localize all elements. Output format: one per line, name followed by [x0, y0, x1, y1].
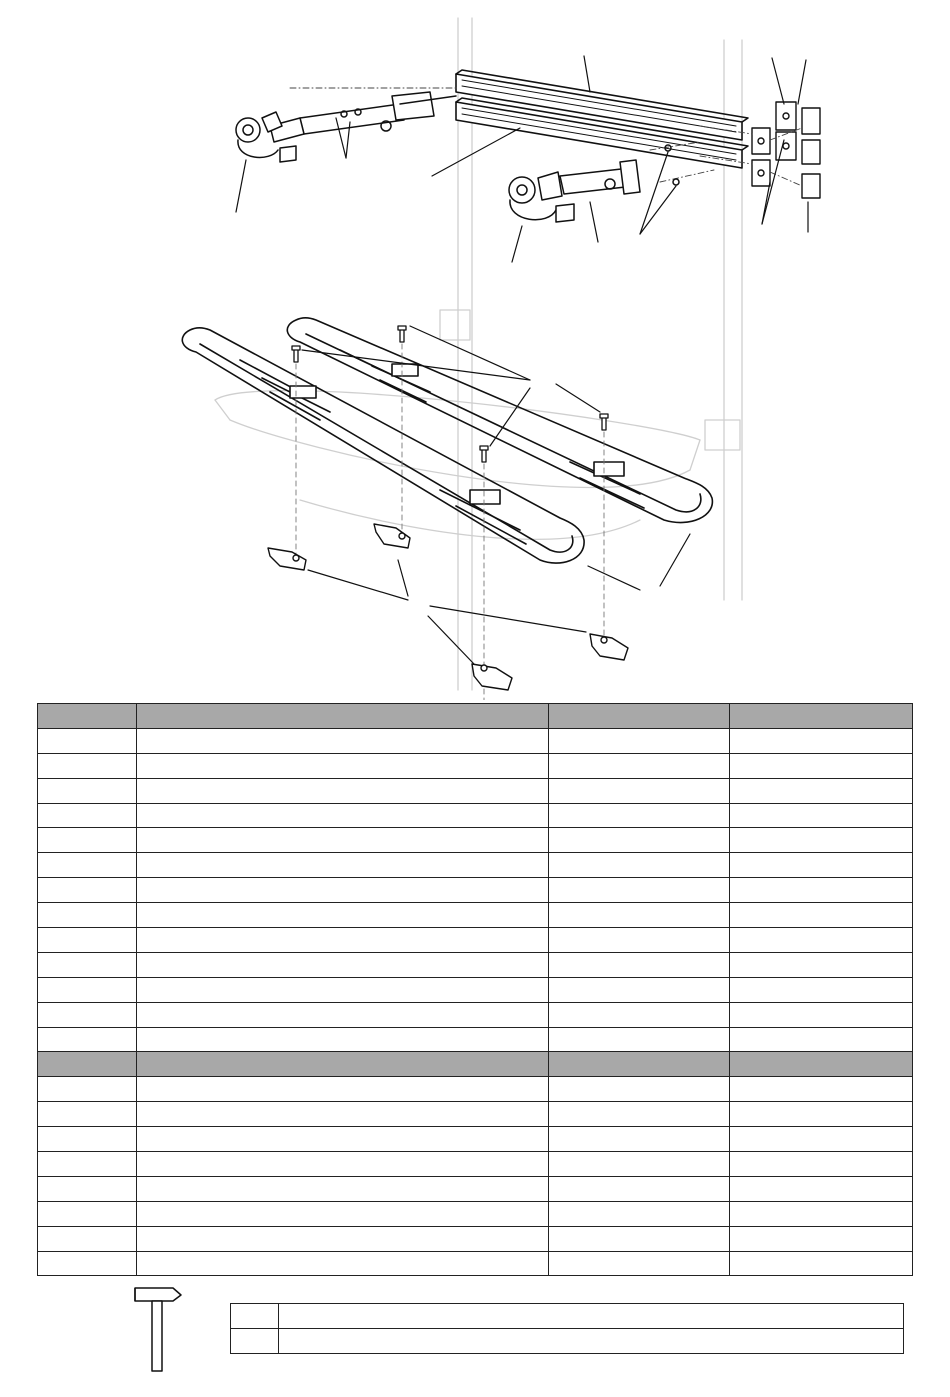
table-row: [38, 952, 913, 977]
table-cell: [549, 1002, 730, 1027]
table-cell: [38, 803, 137, 828]
parts-table-header-row: [38, 704, 913, 729]
table-cell: [137, 1052, 549, 1077]
tool-number-cell: [231, 1329, 279, 1354]
table-row: [38, 828, 913, 853]
table-cell: [549, 1152, 730, 1177]
table-row: [38, 728, 913, 753]
table-cell: [38, 1251, 137, 1276]
table-cell: [549, 1077, 730, 1102]
table-row: [38, 853, 913, 878]
mounting-clips: [268, 524, 628, 690]
table-cell: [137, 1127, 549, 1152]
table-cell: [549, 1127, 730, 1152]
table-cell: [137, 1226, 549, 1251]
table-cell: [38, 778, 137, 803]
table-cell: [549, 1052, 730, 1077]
table-row: [38, 1102, 913, 1127]
tools-table: [230, 1303, 904, 1354]
center-clamp-arm: [509, 145, 679, 222]
header-cell: [38, 704, 137, 729]
table-cell: [549, 1027, 730, 1052]
left-clamp-arm: [236, 92, 456, 162]
hammer-icon: [125, 1285, 185, 1375]
table-row: [38, 1251, 913, 1276]
table-cell: [730, 1176, 913, 1201]
table-cell: [137, 928, 549, 953]
table-cell: [730, 803, 913, 828]
table-cell: [549, 1226, 730, 1251]
tool-description-cell: [279, 1304, 904, 1329]
table-cell: [549, 977, 730, 1002]
table-cell: [38, 903, 137, 928]
table-row: [38, 878, 913, 903]
table-row: [38, 1077, 913, 1102]
table-cell: [730, 853, 913, 878]
table-row: [38, 977, 913, 1002]
table-cell: [730, 728, 913, 753]
table-cell: [38, 753, 137, 778]
table-cell: [38, 1002, 137, 1027]
table-row: [38, 1201, 913, 1226]
table-cell: [38, 1176, 137, 1201]
table-cell: [38, 928, 137, 953]
table-cell: [137, 828, 549, 853]
table-row: [38, 1002, 913, 1027]
table-cell: [549, 728, 730, 753]
table-cell: [730, 1201, 913, 1226]
table-cell: [549, 1201, 730, 1226]
table-cell: [730, 1102, 913, 1127]
table-cell: [549, 803, 730, 828]
parts-table-body: [38, 728, 913, 1276]
table-cell: [549, 928, 730, 953]
table-cell: [137, 1002, 549, 1027]
table-cell: [137, 778, 549, 803]
table-cell: [549, 952, 730, 977]
table-cell: [730, 878, 913, 903]
table-row: [38, 1176, 913, 1201]
header-cell: [549, 704, 730, 729]
table-cell: [730, 1002, 913, 1027]
tools-table-row: [231, 1329, 904, 1354]
header-cell: [137, 704, 549, 729]
table-cell: [549, 1102, 730, 1127]
table-cell: [730, 1226, 913, 1251]
table-cell: [38, 1152, 137, 1177]
table-cell: [137, 1152, 549, 1177]
table-cell: [730, 1077, 913, 1102]
table-cell: [38, 853, 137, 878]
table-row: [38, 1152, 913, 1177]
table-cell: [38, 1052, 137, 1077]
table-cell: [730, 778, 913, 803]
table-cell: [549, 1176, 730, 1201]
table-cell: [549, 778, 730, 803]
table-cell: [730, 828, 913, 853]
table-cell: [137, 803, 549, 828]
table-cell: [38, 878, 137, 903]
table-cell: [549, 828, 730, 853]
table-cell: [137, 1077, 549, 1102]
tool-description-cell: [279, 1329, 904, 1354]
table-row: [38, 903, 913, 928]
table-cell: [38, 1102, 137, 1127]
table-cell: [38, 728, 137, 753]
tray-screws: [292, 326, 608, 462]
table-cell: [38, 1027, 137, 1052]
table-cell: [730, 928, 913, 953]
wall-bracket-upper: [752, 102, 820, 164]
table-row: [38, 753, 913, 778]
table-cell: [38, 952, 137, 977]
table-cell: [549, 903, 730, 928]
table-cell: [38, 1201, 137, 1226]
tools-table-row: [231, 1304, 904, 1329]
table-cell: [137, 878, 549, 903]
table-cell: [38, 977, 137, 1002]
table-cell: [730, 903, 913, 928]
table-cell: [730, 1127, 913, 1152]
table-cell: [730, 1027, 913, 1052]
table-cell: [730, 977, 913, 1002]
table-cell: [137, 853, 549, 878]
tool-number-cell: [231, 1304, 279, 1329]
parts-table-section-row: [38, 1052, 913, 1077]
table-cell: [137, 1027, 549, 1052]
table-cell: [730, 1152, 913, 1177]
table-cell: [38, 1226, 137, 1251]
table-cell: [137, 952, 549, 977]
table-cell: [549, 1251, 730, 1276]
table-cell: [38, 1077, 137, 1102]
table-row: [38, 1226, 913, 1251]
table-row: [38, 803, 913, 828]
parts-table: [37, 703, 913, 1276]
table-cell: [38, 1127, 137, 1152]
table-row: [38, 1127, 913, 1152]
table-cell: [730, 753, 913, 778]
table-cell: [137, 728, 549, 753]
screw-alignment-lines: [296, 344, 604, 700]
table-cell: [730, 1251, 913, 1276]
table-cell: [730, 952, 913, 977]
table-cell: [137, 1201, 549, 1226]
table-cell: [549, 753, 730, 778]
table-cell: [38, 828, 137, 853]
table-row: [38, 778, 913, 803]
table-cell: [549, 878, 730, 903]
table-cell: [137, 903, 549, 928]
table-cell: [549, 853, 730, 878]
table-row: [38, 1027, 913, 1052]
table-cell: [137, 753, 549, 778]
table-cell: [137, 1176, 549, 1201]
table-row: [38, 928, 913, 953]
header-cell: [730, 704, 913, 729]
table-cell: [137, 1102, 549, 1127]
table-cell: [137, 1251, 549, 1276]
table-cell: [137, 977, 549, 1002]
table-cell: [730, 1052, 913, 1077]
